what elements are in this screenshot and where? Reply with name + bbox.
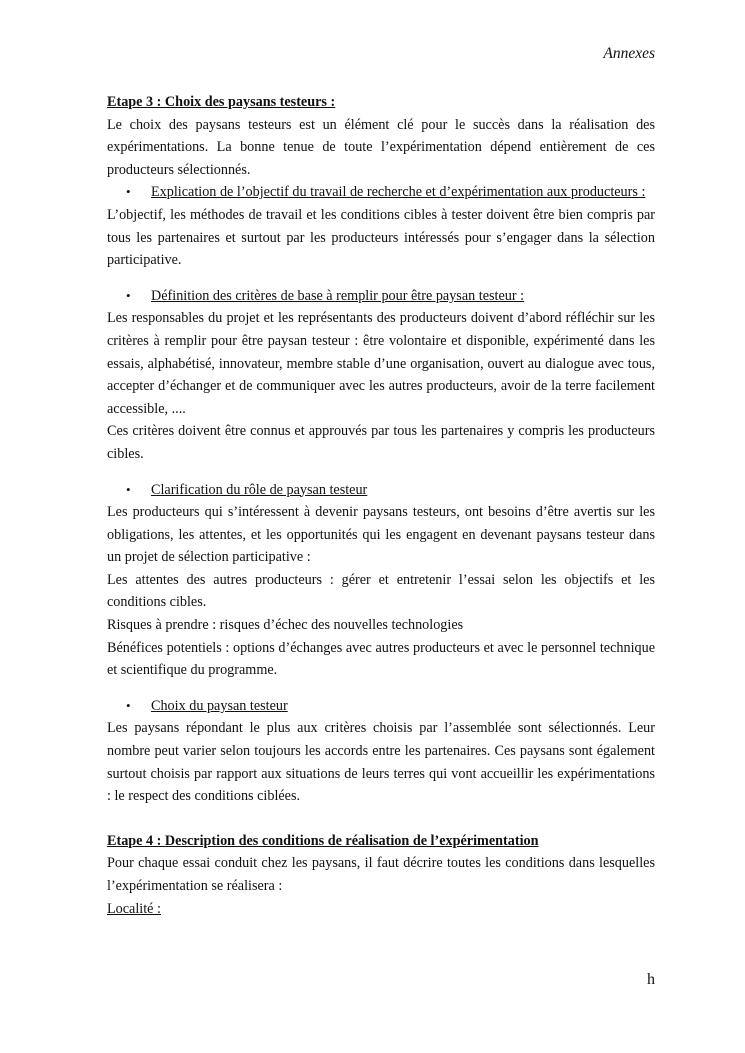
page-header: Annexes (603, 45, 655, 62)
bullet-item (107, 695, 655, 718)
page-number: h (647, 971, 655, 988)
bullet-item (107, 479, 655, 502)
paragraph-benefits: Bénéfices potentiels : options d’échanges avec autres producteurs et avec le personnel technique et scientifique du programme. (107, 639, 655, 679)
paragraph-role: Les producteurs qui s’intéressent à devenir paysans testeurs, ont besoins d’être avertis sur les obligations, les attentes, et les opportunités qui les engagent en devenant paysans testeur dans un projet de sélection participative : (107, 504, 655, 566)
bullet-role: Clarification du rôle de paysan testeur (151, 481, 368, 498)
etape4-heading: Etape 4 : Description des conditions de réalisation de l’expérimentation (107, 832, 539, 849)
paragraph-objective: L’objectif, les méthodes de travail et les conditions cibles à tester doivent être bien compris par tous les partenaires et surtout par les producteurs intéressés pour s’engager dans la sélection participative. (107, 206, 655, 269)
paragraph-expectations: Les attentes des autres producteurs : gérer et entretenir l’essai selon les objectifs et les conditions cibles. (107, 571, 655, 611)
paragraph-choice: Les paysans répondant le plus aux critères choisis par l’assemblée sont sélectionnés. Leur nombre peut varier selon toujours les accords entre les partenaires. Ces paysans sont également surtout choisis par rapport aux situations de leurs terres qui vont accueillir les expérimentations : le respect des conditions ciblées. (107, 720, 655, 805)
bullet-objective: Explication de l’objectif du travail de recherche et d’expérimentation aux producteurs : (151, 184, 646, 201)
bullet-criteria: Définition des critères de base à remplir pour être paysan testeur : (151, 287, 525, 304)
etape3-intro: Le choix des paysans testeurs est un élément clé pour le succès dans la réalisation des expérimentations. La bonne tenue de toute l’expérimentation dépend entièrement de ces producteurs sélectionnés. (107, 116, 655, 178)
paragraph-risks: Risques à prendre : risques d’échec des nouvelles technologies (107, 617, 464, 634)
bullet-icon: • (126, 697, 131, 713)
bullet-item (107, 285, 655, 308)
paragraph-criteria: Les responsables du projet et les représentants des producteurs doivent d’abord réfléchir sur les critères à remplir pour être paysan testeur : être volontaire et disponible, expérimenté dans les essais, alphabétisé, innovateur, membre stable d’une organisation, ouvert au dialogue avec tous, accepter d’échanger et de communiquer avec les autres producteurs, avoir de la terre facilement accessible, .... (107, 310, 655, 417)
etape4-intro: Pour chaque essai conduit chez les paysans, il faut décrire toutes les conditions dans lesquelles l’expérimentation se réalisera : (107, 855, 655, 894)
paragraph-criteria-approval: Ces critères doivent être connus et approuvés par tous les partenaires y compris les producteurs cibles. (107, 423, 655, 462)
bullet-icon: • (126, 481, 131, 497)
localite-label: Localité : (107, 900, 161, 917)
bullet-icon: • (126, 287, 131, 303)
etape3-heading: Etape 3 : Choix des paysans testeurs : (107, 94, 336, 110)
bullet-choice: Choix du paysan testeur (151, 697, 288, 714)
page-content (107, 91, 655, 920)
bullet-item (107, 181, 655, 204)
bullet-icon: • (126, 184, 131, 200)
